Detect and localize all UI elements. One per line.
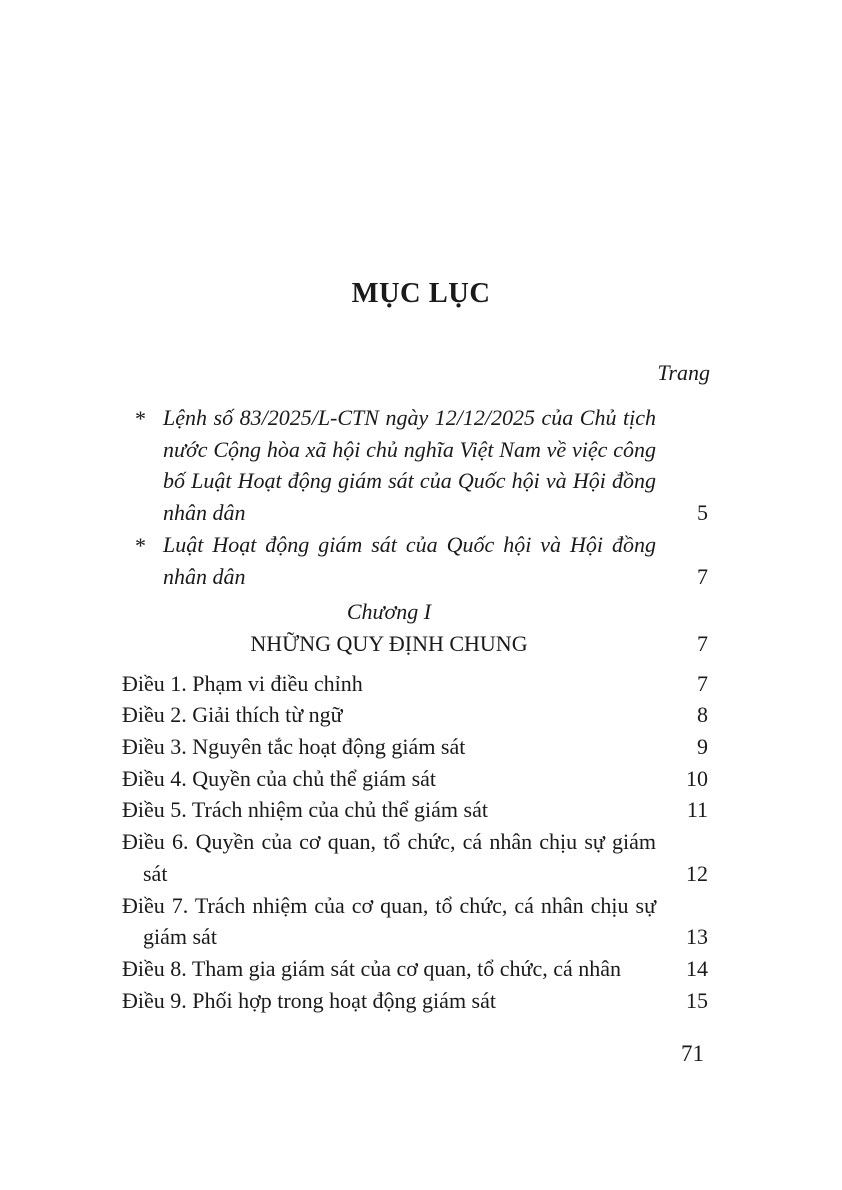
article-title: Điều 8. Tham gia giám sát của cơ quan, tổ chức, cá nhân (122, 955, 622, 981)
article-title: Điều 3. Nguyên tắc hoạt động giám sát (122, 734, 466, 760)
toc-article-row (122, 668, 710, 700)
toc-article-row (122, 763, 710, 795)
toc-article-row (122, 985, 710, 1017)
toc-entry-luat (122, 529, 710, 592)
toc-article-row (122, 890, 710, 953)
toc-entry-text: Lệnh số 83/2025/L-CTN ngày 12/12/2025 của Chủ tịch nước Cộng hòa xã hội chủ nghĩa Việt Nam về việc công bố Luật Hoạt động giám sát của Quốc hội và Hội đồng nhân dân (163, 405, 656, 526)
toc-content (122, 358, 710, 1016)
article-title: Điều 1. Phạm vi điều chỉnh (122, 670, 363, 696)
bullet-marker: * (135, 406, 146, 431)
table-of-contents (122, 402, 710, 1016)
article-page-number: 9 (697, 734, 708, 760)
article-title: Điều 5. Trách nhiệm của chủ thể giám sát (122, 797, 488, 823)
article-page-number: 11 (686, 797, 708, 823)
article-title: Điều 2. Giải thích từ ngữ (122, 702, 343, 728)
chapter-label: Chương I (346, 599, 432, 625)
article-page-number: 13 (686, 924, 708, 950)
article-page-number: 12 (686, 860, 708, 886)
article-page-number: 15 (686, 987, 708, 1013)
article-title: Điều 9. Phối hợp trong hoạt động giám sát (122, 987, 496, 1013)
page-number: 71 (681, 1041, 704, 1066)
page-column-header (122, 358, 710, 388)
article-page-number: 14 (686, 955, 708, 981)
toc-article-row (122, 731, 710, 763)
toc-entry-text: Luật Hoạt động giám sát của Quốc hội và Hội đồng nhân dân (163, 531, 656, 589)
article-title: Điều 7. Trách nhiệm của cơ quan, tổ chức, cá nhân chịu sự giám sát (122, 892, 656, 950)
toc-entry-page-number: 7 (697, 563, 708, 589)
toc-article-row (122, 826, 710, 889)
article-page-number: 7 (697, 670, 708, 696)
bullet-marker: * (135, 532, 146, 558)
article-title: Điều 6. Quyền của cơ quan, tổ chức, cá nhân chịu sự giám sát (122, 829, 656, 886)
toc-article-row (122, 953, 710, 985)
article-page-number: 8 (697, 702, 708, 728)
page-title: MỤC LỤC (351, 278, 491, 309)
toc-entry-lenh (122, 402, 710, 529)
toc-article-row (122, 699, 710, 731)
chapter-heading (122, 596, 710, 659)
chapter-title: NHỮNG QUY ĐỊNH CHUNG (250, 630, 528, 656)
article-title: Điều 4. Quyền của chủ thể giám sát (122, 765, 437, 791)
toc-article-row (122, 794, 710, 826)
page-column-label: Trang (657, 360, 710, 385)
article-page-number: 10 (686, 765, 708, 791)
chapter-page-number: 7 (697, 630, 708, 656)
toc-entry-page-number: 5 (697, 500, 708, 526)
